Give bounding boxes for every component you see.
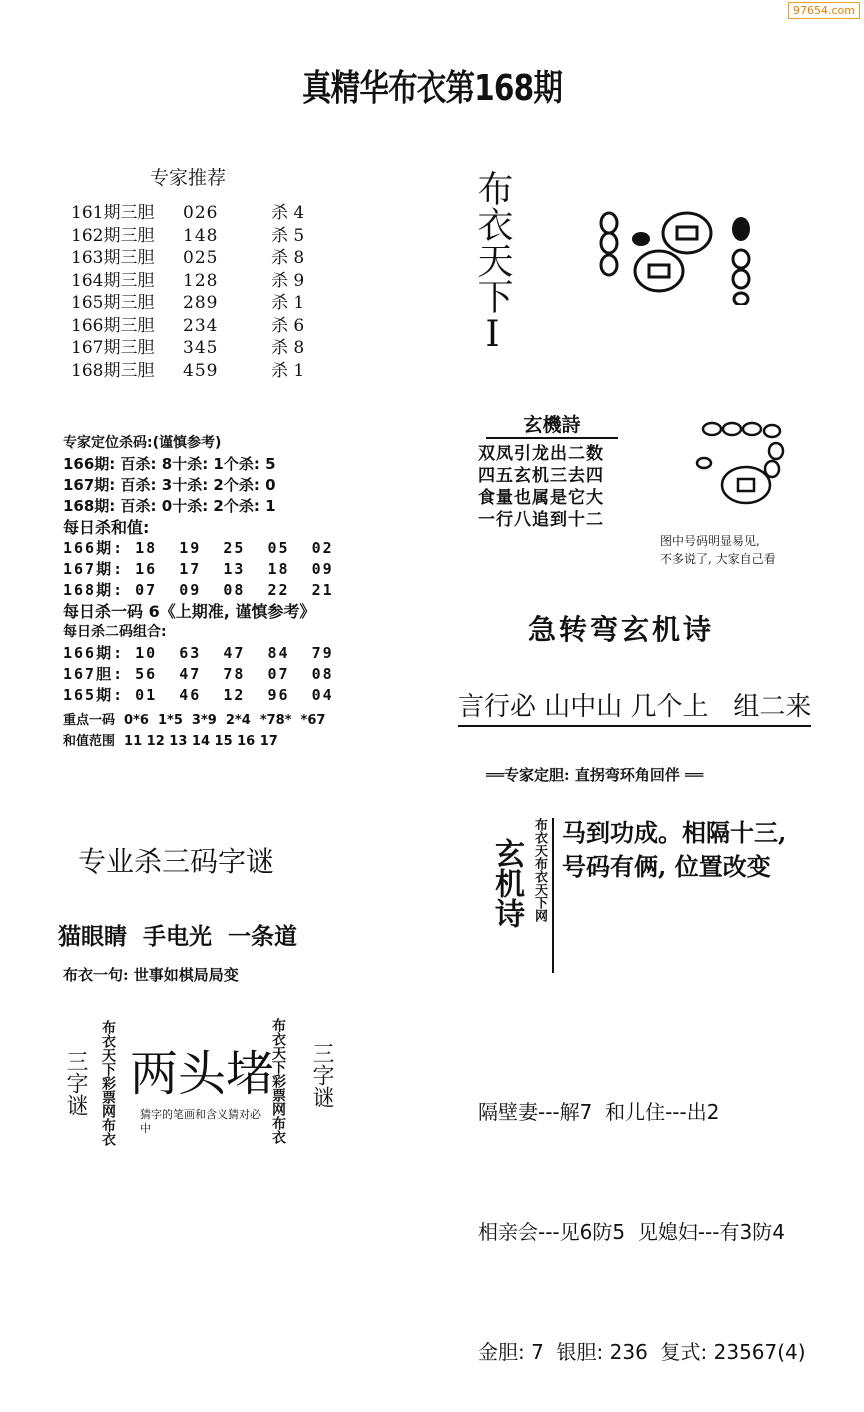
recommend-row: 161期三胆 026 杀 4 bbox=[71, 203, 305, 223]
recommend-row: 166期三胆 234 杀 6 bbox=[71, 315, 305, 336]
coin-figure-top bbox=[595, 195, 765, 305]
final-line: 隔壁妻---解7 和儿住---出2 bbox=[478, 1100, 720, 1124]
riddle-right-label: 三字谜 bbox=[309, 1042, 334, 1108]
final-line: 相亲会---见6防5 见媳妇---有3防4 bbox=[478, 1220, 785, 1244]
recommend-list bbox=[71, 202, 321, 382]
page-title: 真精华布衣第168期 bbox=[301, 68, 563, 109]
recommend-row: 165期三胆 289 杀 1 bbox=[71, 293, 305, 313]
sum-kill-row: 167期: 16 17 13 18 09 bbox=[63, 560, 334, 578]
poem-line: 四五玄机三去四 bbox=[478, 466, 604, 486]
expert-line: ══专家定胆: 直拐弯环角回伴 ══ bbox=[486, 766, 704, 784]
mystic-label: 玄机诗 bbox=[489, 838, 524, 928]
recommend-row: 167期三胆 345 杀 8 bbox=[71, 338, 305, 358]
final-line: 金胆: 7 银胆: 236 复式: 23567(4) bbox=[478, 1340, 806, 1364]
message bbox=[562, 816, 786, 884]
coin-figure-small bbox=[690, 415, 800, 515]
poem-line: 双凤引龙出二数 bbox=[478, 444, 604, 464]
riddle-big-word: 两头堵 bbox=[130, 1046, 275, 1102]
position-kill-row: 166期: 百杀: 8十杀: 1个杀: 5 bbox=[63, 455, 276, 473]
sum-kill-row: 166期: 18 19 25 05 02 bbox=[63, 539, 334, 557]
final-block bbox=[478, 1012, 806, 1412]
riddle-note: 猜字的笔画和含义猜对必中 bbox=[140, 1108, 261, 1135]
message-line: 号码有俩, 位置改变 bbox=[562, 852, 771, 881]
two-code-row: 166期: 10 63 47 84 79 bbox=[63, 644, 334, 662]
figure-note-line: 不多说了, 大家自己看 bbox=[660, 552, 776, 566]
sum-kill-title: 每日杀和值: bbox=[63, 518, 150, 537]
watermark: 97654.com bbox=[788, 2, 860, 19]
recommend-title: 专家推荐 bbox=[150, 167, 227, 189]
two-code-row: 167胆: 56 47 78 07 08 bbox=[63, 665, 334, 683]
sum-kill-row: 168期: 07 09 08 22 21 bbox=[63, 581, 334, 599]
figure-note bbox=[660, 532, 776, 568]
riddle-right-vertical: 布衣天下彩票网布衣 bbox=[270, 1018, 286, 1144]
poem-box bbox=[478, 410, 626, 531]
recommend-row: 168期三胆 459 杀 1 bbox=[71, 360, 305, 381]
vertical-title: 布衣天下I bbox=[472, 170, 513, 355]
key-code-line: 重点一码 0*6 1*5 3*9 2*4 *78* *67 bbox=[63, 713, 326, 728]
position-kill-row: 167期: 百杀: 3十杀: 2个杀: 0 bbox=[63, 476, 276, 494]
two-code-row: 165期: 01 46 12 96 04 bbox=[63, 686, 334, 704]
riddle-title: 专业杀三码字谜 bbox=[78, 845, 275, 878]
divider bbox=[552, 818, 554, 973]
recommend-row: 162期三胆 148 杀 5 bbox=[71, 225, 305, 246]
figure-note-line: 图中号码明显易见, bbox=[660, 534, 760, 548]
position-kill-title: 专家定位杀码:(谨慎参考) bbox=[63, 435, 222, 451]
sum-range-line: 和值范围 11 12 13 14 15 16 17 bbox=[63, 734, 278, 749]
riddle-left-vertical: 布衣天下彩票网布衣 bbox=[100, 1020, 116, 1146]
two-code-title: 每日杀二码组合: bbox=[63, 624, 167, 640]
recommend-row: 164期三胆 128 杀 9 bbox=[71, 270, 305, 291]
recommend-row: 163期三胆 025 杀 8 bbox=[71, 248, 305, 268]
site-vertical: 布衣天布衣天下网 bbox=[532, 818, 547, 922]
poem-title: 玄機詩 bbox=[486, 410, 618, 439]
riddle-left-label: 三字谜 bbox=[63, 1050, 88, 1116]
riddle-words: 猫眼睛 手电光 一条道 bbox=[58, 923, 298, 950]
riddle-sentence: 布衣一句: 世事如棋局局变 bbox=[63, 966, 239, 984]
position-kill-row: 168期: 百杀: 0十杀: 2个杀: 1 bbox=[63, 497, 276, 515]
turn-title: 急转弯玄机诗 bbox=[528, 613, 715, 646]
kill-block bbox=[63, 433, 334, 752]
one-code-line: 每日杀一码 6《上期准, 谨慎参考》 bbox=[63, 602, 316, 621]
poem-line: 一行八追到十二 bbox=[478, 510, 604, 530]
poem-line: 食量也属是它大 bbox=[478, 488, 604, 508]
turn-line: 言行必 山中山 几个上 组二来 bbox=[458, 686, 811, 727]
message-line: 马到功成。相隔十三, bbox=[562, 818, 787, 847]
